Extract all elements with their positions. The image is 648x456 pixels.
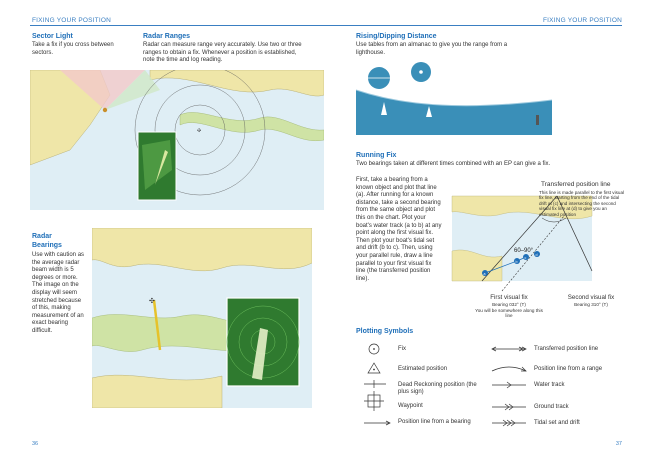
lighthouse-icon-right <box>536 115 539 125</box>
header-rule-right <box>324 25 622 26</box>
symbol-label-waypoint: Waypoint <box>398 403 423 409</box>
point-d-label: d <box>535 252 538 257</box>
running-head-right: FIXING YOUR POSITION <box>542 17 622 24</box>
sector-radar-chart-illustration <box>30 70 324 210</box>
plotting-symbols-right-icons <box>490 343 530 433</box>
radar-bearings-body: Use with caution as the average radar beam width is 5 degrees or more. The image on the display will seem stretched because of this, making measurement of an exact bearing difficult. <box>32 252 85 334</box>
second-visual-fix-bearing: Bearing 310° (T) <box>574 302 608 307</box>
radar-bearing-boat-icon: ✣ <box>149 298 155 305</box>
sector-light-body: Take a fix if you cross between sectors. <box>32 42 114 56</box>
running-fix-intro: Two bearings taken at different times combined with an EP can give a fix. <box>356 161 551 167</box>
second-visual-fix-title: Second visual fix <box>567 294 615 301</box>
estimated-position-icon <box>368 363 380 373</box>
symbol-label-ground-track: Ground track <box>534 404 569 410</box>
radar-bearing-chart-illustration <box>92 228 312 408</box>
symbol-label-fix: Fix <box>398 346 406 352</box>
position-line-range-icon <box>492 367 526 371</box>
transferred-position-note: This line is made parallel to the first visual fix line, starting from the end of the tidal drift at (c) and intersecting the second visual fix line at (d) to give you an estimated position <box>539 190 625 217</box>
point-c-label: c <box>524 255 527 260</box>
transferred-position-title: Transferred position line <box>541 181 611 188</box>
radar-bearings-title: Radar Bearings <box>32 233 62 249</box>
symbol-label-estimated-position: Estimated position <box>398 366 448 372</box>
plotting-symbols-left-icons <box>364 343 398 433</box>
first-visual-fix-note: You will be somewhere along this line <box>475 308 543 319</box>
sector-light-title: Sector Light <box>32 33 73 40</box>
point-a-label: a <box>483 271 486 276</box>
dead-reckoning-icon <box>364 380 386 388</box>
first-visual-fix-bearing: Bearing 032° (T) <box>492 302 526 307</box>
running-fix-body: First, take a bearing from a known object and plot that line (a). After running for a known distance, take a second bearing from the same object and plot this on the chart. Plot your boat's water track (a to b) at any point along the first visual fix. Then plot your boat's tidal set and drift (b to c). Then, using your parallel rule, draw a line parallel to your first visual fix line (the transferred position line). <box>356 177 442 282</box>
symbol-label-position-line-range: Position line from a range <box>534 366 603 372</box>
rising-dipping-body: Use tables from an almanac to give you the range from a lighthouse. <box>356 42 508 56</box>
running-fix-title: Running Fix <box>356 152 397 159</box>
radar-ranges-body: Radar can measure range very accurately. Use two or three ranges to obtain a fix. Whenever a position is established, note the time and log reading. <box>143 42 302 64</box>
first-visual-fix-title: First visual fix <box>490 294 528 301</box>
transferred-position-line-icon <box>492 347 526 351</box>
symbol-label-tidal-set-drift: Tidal set and drift <box>534 420 580 426</box>
plotting-symbols-title: Plotting Symbols <box>356 328 414 335</box>
position-line-bearing-icon <box>364 421 390 425</box>
water-track-icon <box>492 382 526 388</box>
radar-ranges-title: Radar Ranges <box>143 33 191 40</box>
fix-symbol-icon <box>369 344 379 354</box>
rising-dipping-title: Rising/Dipping Distance <box>356 33 437 40</box>
running-head-left: FIXING YOUR POSITION <box>32 17 112 24</box>
symbol-label-water-track: Water track <box>534 382 565 388</box>
page-number-left: 36 <box>32 441 39 447</box>
header-rule-left <box>30 25 324 26</box>
lighthouse-icon <box>103 108 107 112</box>
waypoint-icon <box>364 391 384 411</box>
symbol-label-position-line-bearing: Position line from a bearing <box>398 419 471 425</box>
tidal-set-drift-icon <box>492 420 526 426</box>
page-number-right: 37 <box>615 441 622 447</box>
point-b-label: b <box>515 259 518 264</box>
angle-label: 60–90° <box>514 248 534 254</box>
symbol-label-dead-reckoning: Dead Reckoning position (the plus sign) <box>398 382 477 395</box>
radar-ranges-boat-icon: ✣ <box>197 128 202 134</box>
ground-track-icon <box>492 404 526 410</box>
symbol-label-transferred-position-line: Transferred position line <box>534 346 599 352</box>
rising-dipping-illustration <box>356 60 552 135</box>
right-page <box>324 0 648 456</box>
